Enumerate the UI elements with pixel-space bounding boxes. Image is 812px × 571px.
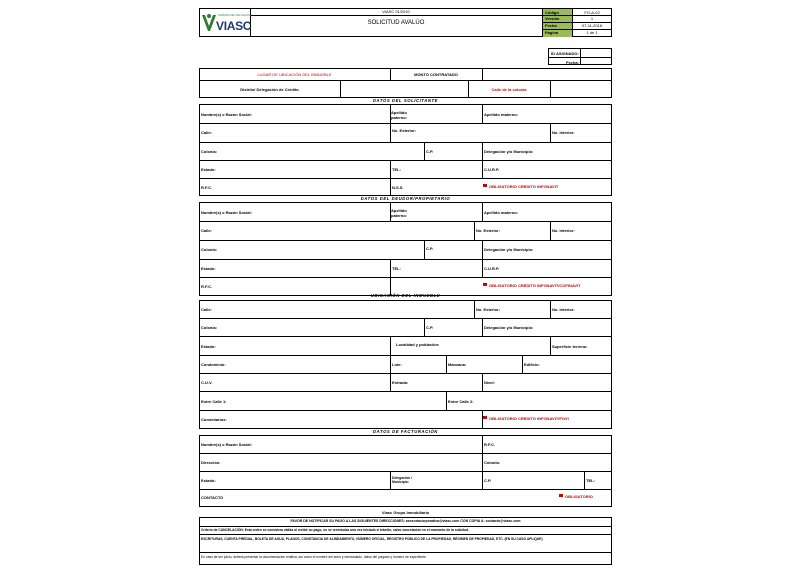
fac-delegacion-label: Delegación / Municipio: [392,476,412,484]
prop-no-interior-label: No. Interior: [552,228,575,233]
sol-rfc-label: R.F.C. [201,185,213,190]
section-solicitante-title: DATOS DEL SOLICITANTE [372,98,439,103]
fac-cp-label: C.P. [484,478,492,483]
ubi-manzana-label: Manzana: [448,362,467,367]
section-facturacion-title: DATOS DE FACTURACIÓN [373,429,438,434]
prop-rfc-label: R.F.C. [201,284,213,289]
sol-estado-label: Estado: [201,167,216,172]
fac-colonia-label: Colonia: [484,460,500,465]
section-ubicacion-title: UBICACIÓN DEL INMUEBLE [370,293,441,298]
fac-direccion-label: Dirección: [201,460,221,465]
fac-contacto-label: CONTACTO [201,495,224,500]
fac-nombre-label: Nombre(s) o Razón Social: [201,442,252,447]
ubi-obligatorio-flag-icon [483,416,487,419]
ubi-condominio-label: Condominio: [201,362,226,367]
ubi-no-exterior-label: No. Exterior: [476,307,501,312]
calle-colonia-label: Calle de la colonia [491,87,527,92]
prop-obligatorio-flag-icon [483,283,487,286]
ubi-entre-calle-2-label: Entre Calle 2: [448,399,474,404]
fac-estado-label: Estado: [201,478,216,483]
footer-small-note: En caso de ser juicio, deberá presentar la documentación relativa, así como el nombre del actor y demandado, datos del juzgado y número de expediente. [201,555,427,559]
sol-ap-materno-label: Apellido materno: [484,112,519,117]
id-date-label: Fecha: [566,60,579,65]
prop-curp-label: C.U.R.P. [484,266,500,271]
ubi-entrada-label: Entrada: [392,380,409,385]
logo-text: VIASC [216,19,252,33]
meta-value-version: 1 [590,16,594,21]
page-title: SOLICITUD AVALÚO [367,20,425,26]
delegacion-credito-label: Distrito/ Delegación de Crédito [240,87,299,92]
sol-nombre-label: Nombre(s) o Razón Social: [201,112,252,117]
logo [201,11,253,35]
prop-tel-label: TEL: [392,266,401,271]
sol-cp-label: C.P. [426,149,434,154]
fac-obligatorio-flag-icon [559,494,563,497]
ubi-superficie-label: Superficie terreno: [552,344,588,349]
sol-obligatorio-note: OBLIGATORIO CREDITO INFONAVIT [489,184,559,189]
meta-value-codigo: FO-A-02 [584,10,600,15]
id-assigned-field[interactable] [581,49,611,57]
ubi-colonia-label: Colonia: [201,325,217,330]
location-label: LUGAR DE UBICACIÓN DEL INMUEBLE [257,72,332,77]
prop-obligatorio-note: OBLIGATORIO CREDITO INFONAVIT/COFINAVIT [489,283,581,288]
sol-nombre-field[interactable] [200,105,389,109]
sol-delegacion-label: Delegación y/o Municipio: [484,149,534,154]
prop-nombre-label: Nombre(s) o Razón Social: [201,210,252,215]
sol-colonia-label: Colonia: [201,149,217,154]
footer-escrituras-note: ESCRITURAS, CUENTA PREDIAL, BOLETA DE AGUA, PLANOS, CONSTANCIA DE ALINEAMIENTO, NÚMERO OFICIAL, REGISTRO PÚBLICO DE LA PROPIEDAD, RÉGIMEN DE PROPIEDAD, ETC. (EN SU CASO APLIQUE) [201,537,543,541]
ubi-no-interior-label: No. Interior: [552,307,575,312]
prop-calle-label: Calle: [201,228,212,233]
ubi-delegacion-label: Delegación y/o Municipio: [484,325,534,330]
calle-colonia-field[interactable] [551,81,611,98]
footer-notice: FAVOR DE NOTIFICAR SU PAGO A LAS SIGUIENTES DIRECCIONES: asesoriacorporativa@viasc.com CON COPIA A: contacto@viasc.com [290,519,521,523]
ubi-calle-label: Calle: [201,307,212,312]
ubi-obligatorio-note: OBLIGATORIO CREDITO INFONAVIT/FOVI [489,416,569,421]
meta-value-fecha: 07-11-2016 [581,23,603,28]
logo-mark-icon [201,13,217,33]
ubi-entre-calle-1-label: Entre Calle 1: [201,399,227,404]
sol-calle-label: Calle: [201,130,212,135]
sol-curp-label: C.U.R.P. [484,167,500,172]
meta-label-codigo: Código [545,10,559,15]
monto-label: MONTO CONTRATADO [414,72,458,77]
sol-no-interior-label: No. Interior: [552,130,575,135]
doc-code: VIASC 01/2010 [382,9,410,14]
ubi-comentarios-label: Comentarios: [201,417,227,422]
fac-rfc-label: R.F.C. [484,442,496,447]
delegacion-credito-field[interactable] [341,81,468,98]
ubi-estado-label: Estado: [201,344,216,349]
logo-tagline: UNIDAD DE VALUACION [218,13,253,17]
sol-ap-paterno-label: Apellido paterno: [391,110,407,120]
sol-tel-label: TEL: [392,167,401,172]
prop-ap-paterno-label: Apellido paterno: [391,208,407,218]
ubi-nivel-label: Nivel: [484,380,495,385]
footer-grupo: Viasc Grupo Inmobiliario [381,510,430,515]
meta-label-fecha: Fecha [545,23,557,28]
ubi-edificio-label: Edificio: [524,362,540,367]
id-date-field[interactable] [581,58,611,65]
meta-label-pagina: Página [545,30,559,35]
ubi-cp-label: C.P. [426,325,434,330]
fac-tel-label: TEL: [586,478,595,483]
sol-nss-label: N.S.S. [392,185,404,190]
monto-field[interactable] [483,69,611,80]
section-propietario-title: DATOS DEL DEUDOR/PROPIETARIO [360,196,451,201]
sol-obligatorio-flag-icon [483,184,487,187]
fac-obligatorio-note: OBLIGATORIO [565,494,593,499]
prop-estado-label: Estado: [201,266,216,271]
ubi-localidad-label: Localidad y población: [396,342,440,347]
prop-delegacion-label: Delegación y/o Municipio: [484,247,534,252]
meta-label-version: Versión [545,16,560,21]
prop-colonia-label: Colonia: [201,247,217,252]
ubi-cuv-label: C.U.V. [201,380,213,385]
id-assigned-label: ID ASIGNADO: [551,51,579,56]
footer-cancel-note: Criterio de CANCELACIÓN: Esta orden se considera válida al recibir su pago, no se reembolsa una vez iniciado el trámite, salvo cancelación en el momento de la solicitud. [201,528,470,532]
prop-ap-materno-label: Apellido materno: [484,210,519,215]
prop-cp-label: C.P. [426,246,434,251]
prop-no-exterior-label: No. Exterior: [476,228,501,233]
sol-no-exterior-label: No. Exterior: [392,128,417,133]
sol-calle-field[interactable] [220,124,388,128]
ubi-lote-label: Lote: [392,362,402,367]
meta-value-pagina: 1 de 1 [586,30,598,35]
